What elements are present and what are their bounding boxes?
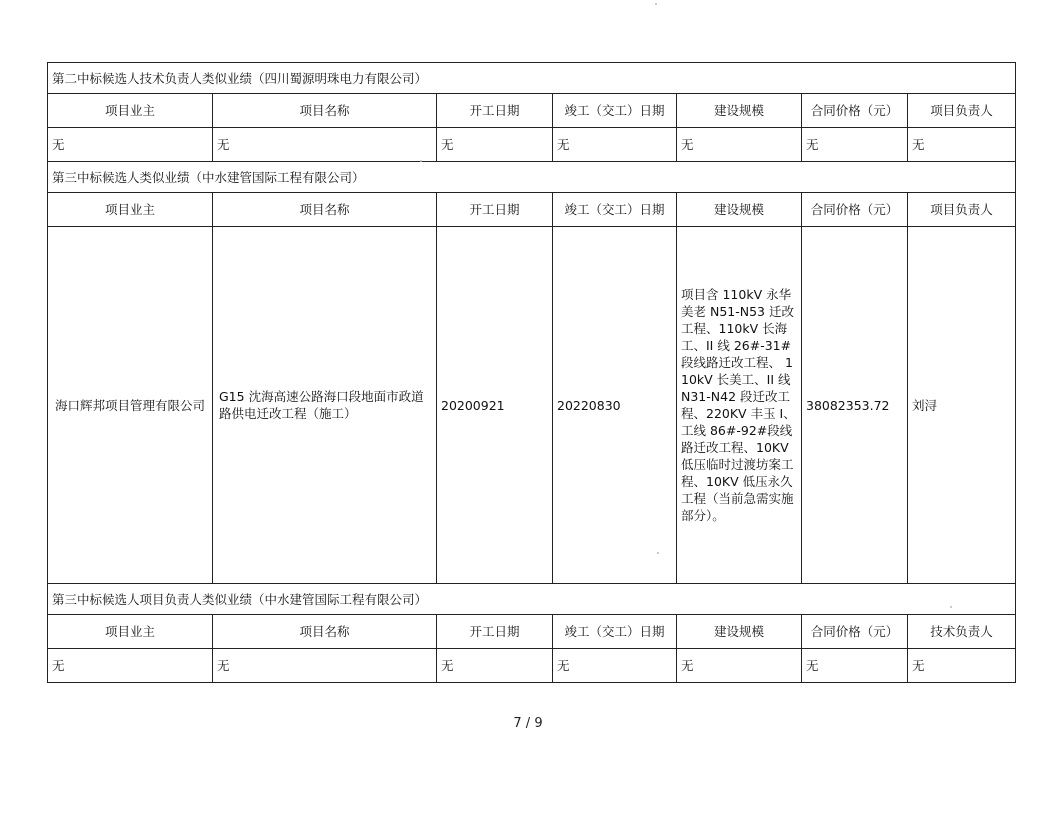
end-date-cell: 20220830 bbox=[553, 227, 677, 584]
table-cell: 无 bbox=[48, 649, 213, 683]
col-header-tech-lead: 技术负责人 bbox=[908, 615, 1016, 649]
table-cell: 无 bbox=[908, 649, 1016, 683]
performance-document bbox=[47, 62, 1015, 683]
table-cell: 无 bbox=[553, 649, 677, 683]
table-cell: 无 bbox=[802, 649, 908, 683]
col-header-owner: 项目业主 bbox=[48, 94, 213, 128]
col-header-end-date: 竣工（交工）日期 bbox=[553, 94, 677, 128]
col-header-owner: 项目业主 bbox=[48, 193, 213, 227]
col-header-start-date: 开工日期 bbox=[437, 193, 553, 227]
owner-cell: 海口辉邦项目管理有限公司 bbox=[48, 227, 213, 584]
table-cell: 无 bbox=[213, 128, 437, 162]
col-header-manager: 项目负责人 bbox=[908, 94, 1016, 128]
table-cell: 无 bbox=[908, 128, 1016, 162]
scan-speck bbox=[950, 606, 952, 608]
scale-cell: 项目含 110kV 永华美老 N51-N53 迁改工程、110kV 长海工、II 线 26#-31# 段线路迁改工程、 110kV 长美工、II 线 N31-N42 段迁改工程、220KV 丰玉 I、 工线 86#-92#段线路迁改工程、10KV 低压临时过渡坊案工程、10KV 低压永久工程（当前急需实施部分）。 bbox=[677, 227, 802, 584]
section-2-header-row bbox=[48, 94, 1016, 128]
performance-table bbox=[47, 62, 1016, 683]
section-4-title-row bbox=[48, 584, 1016, 615]
table-cell: 无 bbox=[553, 128, 677, 162]
section-3-title-row bbox=[48, 162, 1016, 193]
scan-speck bbox=[655, 3, 657, 5]
section-2-data-row bbox=[48, 128, 1016, 162]
section-3-title: 第三中标候选人类似业绩（中水建管国际工程有限公司） bbox=[48, 162, 1016, 193]
table-cell: 无 bbox=[48, 128, 213, 162]
table-cell: 无 bbox=[437, 128, 553, 162]
manager-cell: 刘浔 bbox=[908, 227, 1016, 584]
scan-speck bbox=[657, 552, 659, 554]
section-2-title-row bbox=[48, 63, 1016, 94]
section-3-header-row bbox=[48, 193, 1016, 227]
section-4-header-row bbox=[48, 615, 1016, 649]
section-4-data-row bbox=[48, 649, 1016, 683]
table-cell: 无 bbox=[437, 649, 553, 683]
table-cell: 无 bbox=[677, 649, 802, 683]
col-header-project-name: 项目名称 bbox=[213, 615, 437, 649]
col-header-price: 合同价格（元） bbox=[802, 193, 908, 227]
col-header-price: 合同价格（元） bbox=[802, 94, 908, 128]
section-3-data-row bbox=[48, 227, 1016, 584]
col-header-scale: 建设规模 bbox=[677, 94, 802, 128]
col-header-scale: 建设规模 bbox=[677, 615, 802, 649]
col-header-start-date: 开工日期 bbox=[437, 615, 553, 649]
project-name-cell: G15 沈海高速公路海口段地面市政道路供电迁改工程（施工） bbox=[213, 227, 437, 584]
start-date-cell: 20200921 bbox=[437, 227, 553, 584]
col-header-start-date: 开工日期 bbox=[437, 94, 553, 128]
col-header-manager: 项目负责人 bbox=[908, 193, 1016, 227]
col-header-price: 合同价格（元） bbox=[802, 615, 908, 649]
col-header-project-name: 项目名称 bbox=[213, 94, 437, 128]
section-2-title: 第二中标候选人技术负责人类似业绩（四川蜀源明珠电力有限公司） bbox=[48, 63, 1016, 94]
table-cell: 无 bbox=[677, 128, 802, 162]
col-header-scale: 建设规模 bbox=[677, 193, 802, 227]
scan-speck bbox=[420, 160, 422, 162]
section-4-title: 第三中标候选人项目负责人类似业绩（中水建管国际工程有限公司） bbox=[48, 584, 1016, 615]
price-cell: 38082353.72 bbox=[802, 227, 908, 584]
page-number: 7 / 9 bbox=[513, 716, 543, 731]
table-cell: 无 bbox=[213, 649, 437, 683]
col-header-end-date: 竣工（交工）日期 bbox=[553, 193, 677, 227]
table-cell: 无 bbox=[802, 128, 908, 162]
col-header-end-date: 竣工（交工）日期 bbox=[553, 615, 677, 649]
col-header-owner: 项目业主 bbox=[48, 615, 213, 649]
col-header-project-name: 项目名称 bbox=[213, 193, 437, 227]
